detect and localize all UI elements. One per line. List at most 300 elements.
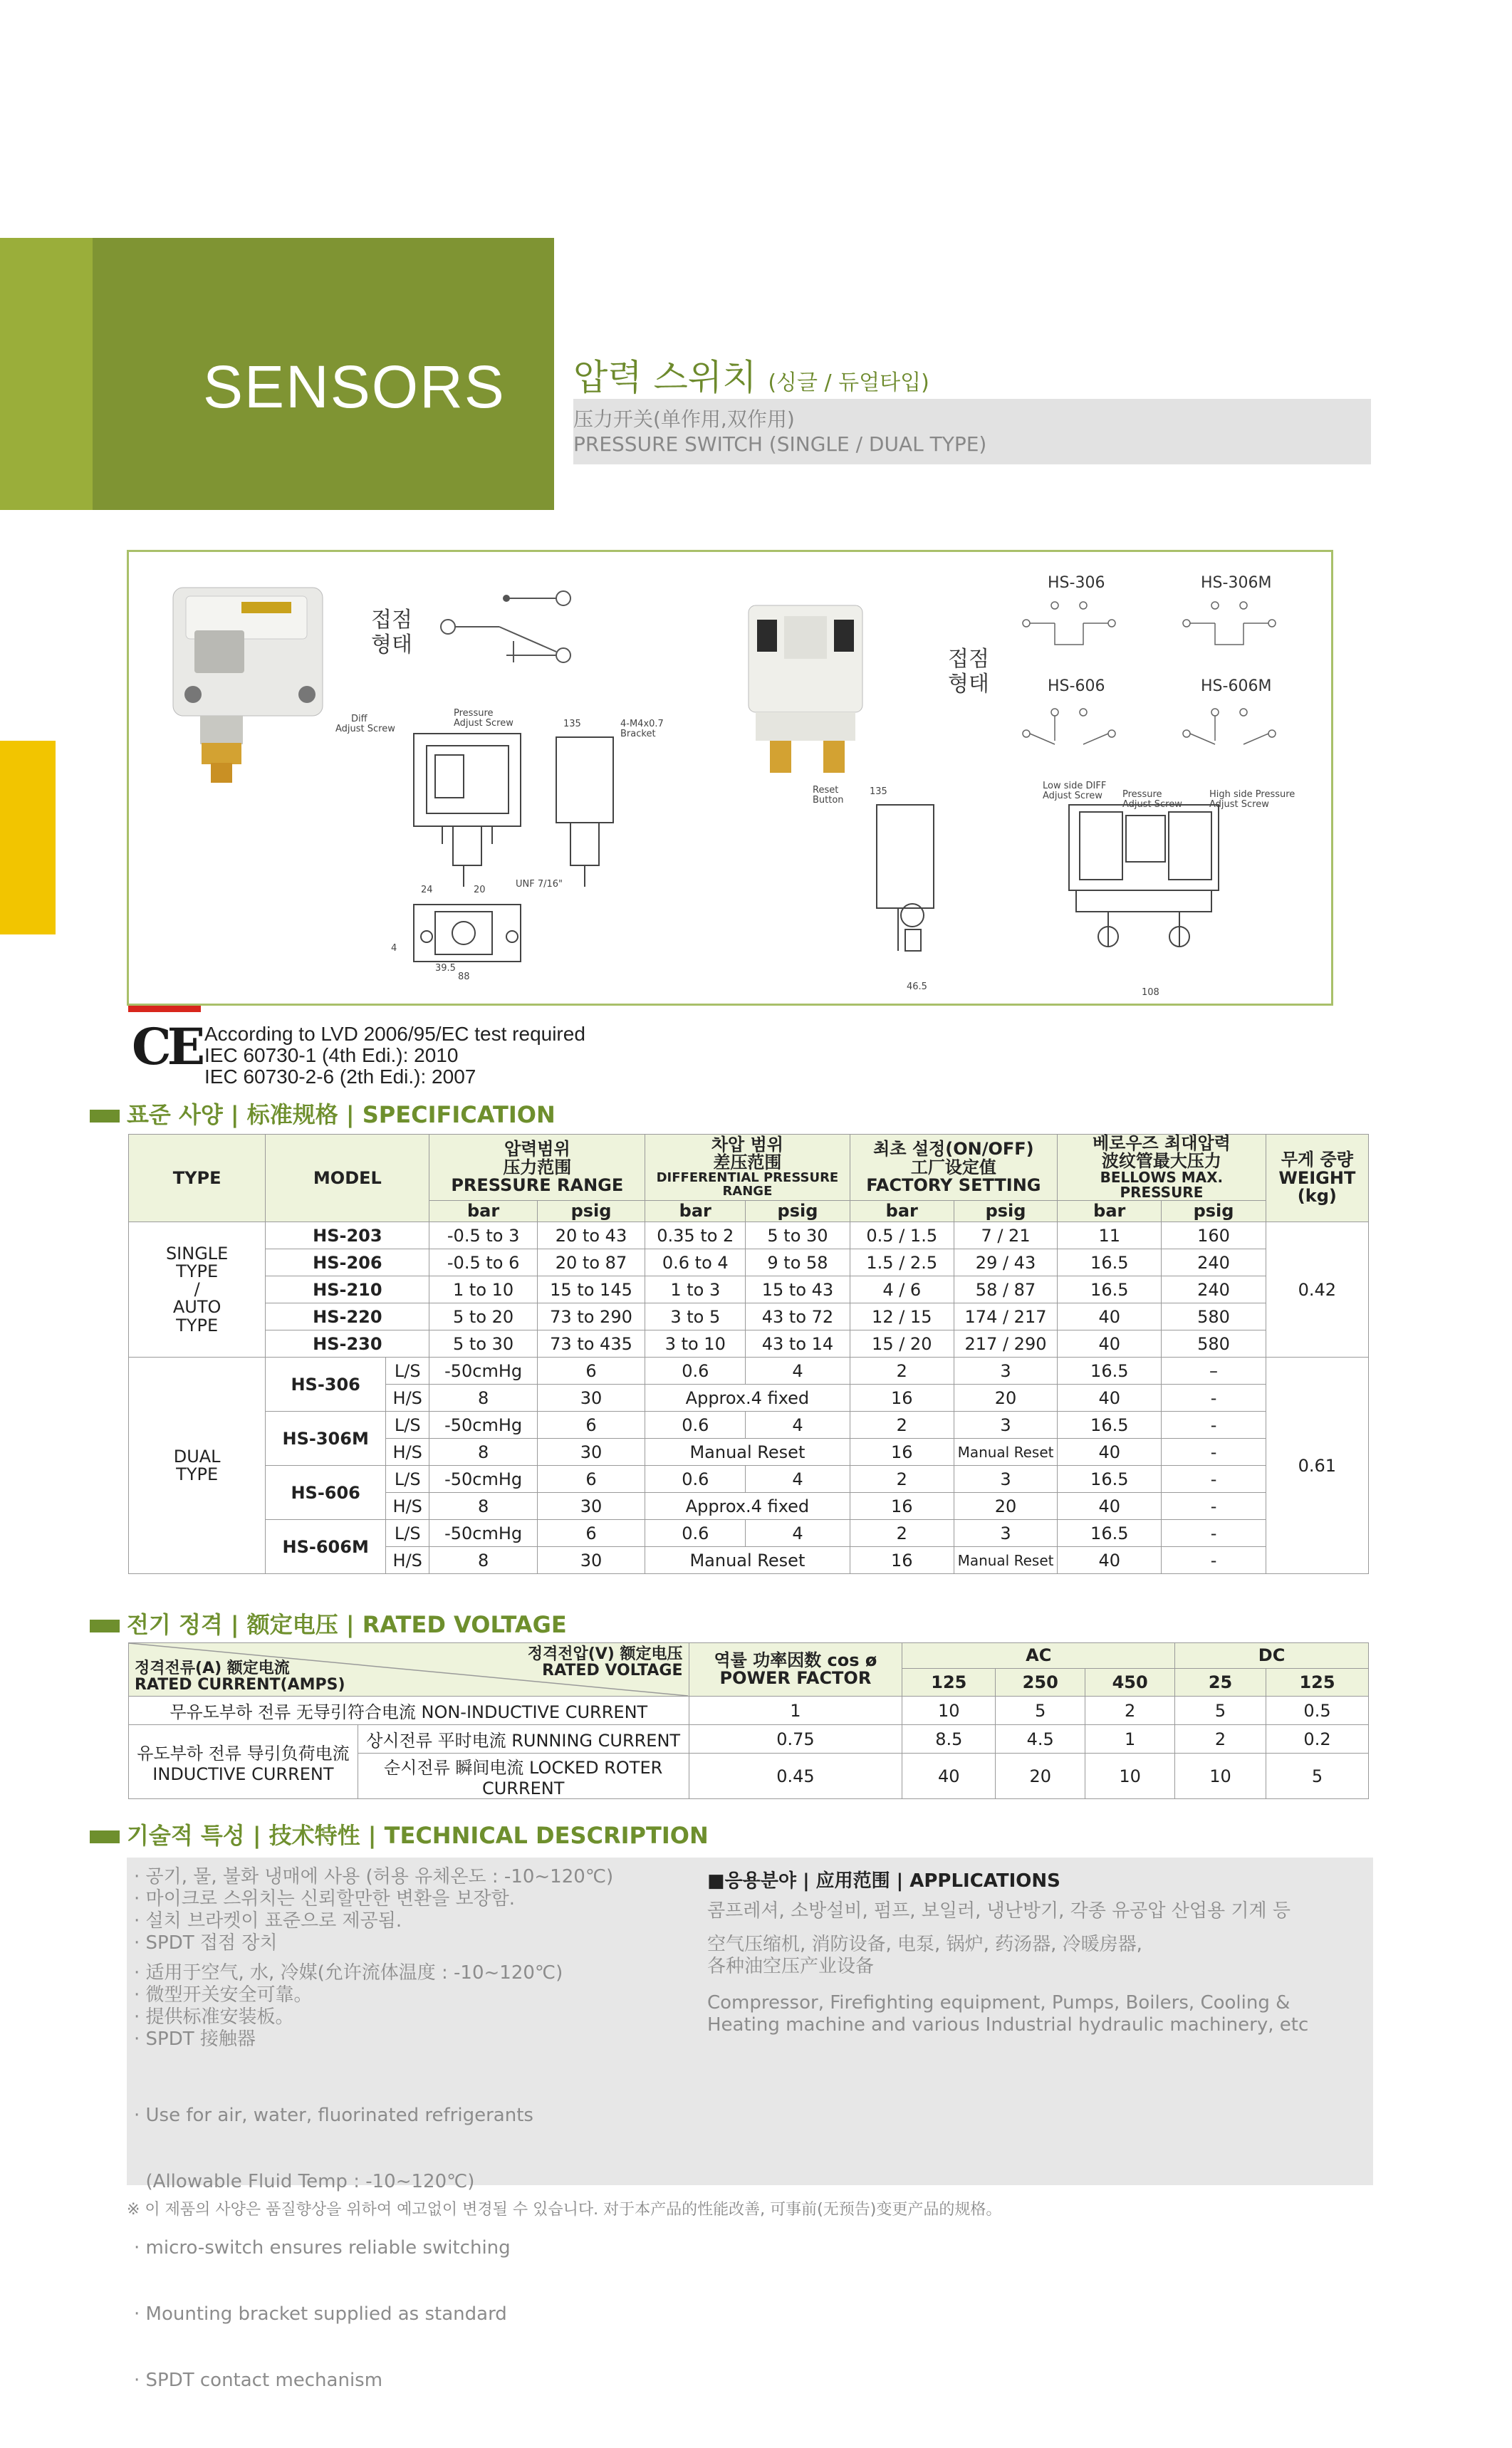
list-item: · SPDT 接触器 [134,2028,256,2050]
cell: 73 to 290 [537,1303,645,1330]
cell: 16.5 [1058,1466,1162,1493]
title-ko: 압력 스위치 [573,357,757,398]
cell: 16 [850,1385,954,1412]
cell: 0.6 [645,1358,746,1385]
unit-psig: psig [954,1201,1057,1222]
cell: 40 [1058,1547,1162,1574]
type-cell [129,1358,266,1574]
heading-bar [90,1620,120,1632]
title-ko-sub: (싱글 / 듀얼타입) [768,370,929,395]
section-heading [90,1818,709,1850]
model-cell: HS-230 [266,1330,429,1358]
cell: 4 [746,1412,850,1439]
model-label: HS-306M [1201,574,1272,592]
cell: -50cmHg [429,1412,537,1439]
dim-label: 4 [391,943,397,954]
weight-cell: 0.61 [1266,1358,1368,1574]
cell: -50cmHg [429,1466,537,1493]
list-item: · SPDT contact mechanism [134,2370,383,2391]
cell: 16 [850,1493,954,1520]
cell: 16.5 [1058,1358,1162,1385]
rated-current-label [135,1660,345,1693]
cell: 9 to 58 [746,1249,850,1276]
table-row [129,1276,1369,1303]
col-dc: DC [1175,1643,1369,1669]
voltage-table [128,1642,1369,1799]
unit-bar: bar [645,1201,746,1222]
dc-voltage: 25 [1175,1669,1266,1697]
label-line: RATED VOLTAGE [542,1662,683,1680]
cell: 0.6 [645,1520,746,1547]
cell: 0.5 / 1.5 [850,1222,954,1249]
dim-label: Button [813,795,844,806]
unit-bar: bar [1058,1201,1162,1222]
dim-label: 135 [870,786,887,797]
contact-label: 형태 [948,672,989,697]
cell: 30 [537,1547,645,1574]
cell: 16 [850,1439,954,1466]
cell: 5 to 30 [429,1330,537,1358]
cell: 29 / 43 [954,1249,1057,1276]
type-line: TYPE [176,1261,219,1282]
cell: 16.5 [1058,1412,1162,1439]
cell: 30 [537,1493,645,1520]
col-label: 무게 중량 [1281,1150,1353,1170]
cell: 10 [902,1697,996,1725]
cell: 1.5 / 2.5 [850,1249,954,1276]
single-front-drawing [414,734,521,887]
cell: - [1162,1547,1266,1574]
dim-label: High side Pressure [1209,789,1295,800]
col-label: 压力范围 [503,1157,572,1177]
cell: 20 to 87 [537,1249,645,1276]
cell: L/S [386,1358,429,1385]
list-item: · 공기, 물, 불화 냉매에 사용 (허용 유체온도 : -10~120℃) [134,1866,614,1887]
model-label: HS-606M [1201,677,1272,695]
dim-label: Adjust Screw [1209,799,1269,810]
cell: 2 [850,1520,954,1547]
app-en [707,1992,1308,2036]
cell: 3 to 5 [645,1303,746,1330]
col-label: (kg) [1297,1185,1337,1206]
cell: 6 [537,1520,645,1547]
cell: -50cmHg [429,1358,537,1385]
label-line: RATED CURRENT(AMPS) [135,1675,345,1694]
cell: 160 [1162,1222,1266,1249]
ce-logo: CE [132,1017,202,1076]
product-figure [127,550,1333,1006]
row-label: 순시전류 瞬间电流 LOCKED ROTER CURRENT [358,1754,689,1799]
cell: 30 [537,1439,645,1466]
list-item: 空气压缩机, 消防设备, 电泵, 锅炉, 药汤器, 冷暖房器, [707,1934,1142,1955]
cell: 0.6 [645,1466,746,1493]
cell: Manual Reset [645,1439,850,1466]
page-title [573,349,929,400]
tech-list-en [134,2061,533,2414]
cell: 2 [1085,1697,1175,1725]
cell: 15 / 20 [850,1330,954,1358]
label-line: 정격전압(V) 额定电压 [527,1645,683,1663]
footnote: ※ 이 제품의 사양은 품질향상을 위하여 예고없이 변경될 수 있습니다. 对于本产品的性能改善, 可事前(无预告)变更产品的规格。 [127,2201,1002,2219]
cell: - [1162,1412,1266,1439]
rated-header [129,1643,689,1697]
cell: 8.5 [902,1725,996,1754]
dim-label: Reset [813,785,839,796]
cell: 2 [850,1412,954,1439]
dim-label: 88 [458,972,470,982]
cell: 30 [537,1385,645,1412]
ce-text: IEC 60730-1 (4th Edi.): 2010 [204,1044,459,1066]
cell: 6 [537,1412,645,1439]
table-row [129,1222,1369,1249]
model-cell: HS-206 [266,1249,429,1276]
col-label: 최초 설정(ON/OFF) [873,1139,1034,1160]
table-row [129,1358,1369,1385]
cell: 10 [1085,1754,1175,1799]
cell: Approx.4 fixed [645,1493,850,1520]
row-group-label [129,1725,358,1799]
col-pressure-range [429,1135,645,1201]
unit-bar: bar [850,1201,954,1222]
dim-label: 20 [474,885,486,895]
model-cell: HS-203 [266,1222,429,1249]
section-heading [90,1097,556,1130]
accent-line [128,1006,201,1012]
dim-label: Pressure [1122,789,1162,800]
cell: L/S [386,1412,429,1439]
heading-text: 표준 사양 | 标准规格 | SPECIFICATION [127,1101,556,1128]
label-line: 역률 功率因数 cos ø [714,1650,877,1670]
cell: 6 [537,1358,645,1385]
col-label: 압력범위 [504,1139,570,1160]
col-label: 차압 범위 [711,1135,783,1155]
cell: 43 to 14 [746,1330,850,1358]
ac-voltage: 250 [996,1669,1085,1697]
table-row [129,1697,1369,1725]
cell: - [1162,1493,1266,1520]
single-side-drawing [556,737,613,887]
cell: 3 [954,1466,1057,1493]
cell: 40 [902,1754,996,1799]
dim-label: Diff [351,714,367,724]
applications-heading: ■응용분야 | 应用范围 | APPLICATIONS [707,1870,1060,1892]
dim-label: Adjust Screw [1043,791,1102,801]
cell: 4 / 6 [850,1276,954,1303]
single-switch-photo [173,588,323,783]
dim-label: 135 [563,719,581,729]
type-line: AUTO [172,1297,221,1318]
dim-label: 4-M4x0.7 [620,719,664,729]
cell: Manual Reset [954,1547,1057,1574]
rated-header-box [129,1643,689,1696]
cell: -50cmHg [429,1520,537,1547]
cell: 8 [429,1547,537,1574]
col-label: FACTORY SETTING [866,1174,1041,1195]
cell: -0.5 to 3 [429,1222,537,1249]
section-title: SENSORS [203,353,506,420]
list-item: · SPDT 접점 장치 [134,1932,278,1954]
single-bottom-drawing [414,905,521,962]
cell: 3 [954,1520,1057,1547]
dim-label: Adjust Screw [335,724,395,734]
list-item: · Use for air, water, fluorinated refrigerants [134,2105,533,2126]
heading-text: 기술적 특성 | 技术特性 | TECHNICAL DESCRIPTION [127,1822,709,1849]
cell: L/S [386,1466,429,1493]
col-label: 工厂设定值 [910,1157,996,1177]
cell: 4 [746,1466,850,1493]
cell: - [1162,1520,1266,1547]
tech-list-cn [134,1962,563,2051]
col-label: DIFFERENTIAL PRESSURE RANGE [656,1170,839,1199]
col-ac: AC [902,1643,1175,1669]
cell: 1 [689,1697,902,1725]
cell: 10 [1175,1754,1266,1799]
cell: - [1162,1439,1266,1466]
label-line: POWER FACTOR [719,1668,872,1688]
cell: 4.5 [996,1725,1085,1754]
cell: 40 [1058,1385,1162,1412]
contact-label: 접점 [371,608,412,632]
row-label: 무유도부하 전류 无导引符合电流 NON-INDUCTIVE CURRENT [129,1697,689,1725]
col-bellows [1058,1135,1266,1201]
cell: 580 [1162,1303,1266,1330]
cell: 4 [746,1358,850,1385]
cell: 0.6 [645,1412,746,1439]
cell: 1 [1085,1725,1175,1754]
table-row [129,1520,1369,1547]
cell: 0.5 [1266,1697,1369,1725]
cell: 15 to 145 [537,1276,645,1303]
cell: 40 [1058,1330,1162,1358]
cell: 58 / 87 [954,1276,1057,1303]
dim-label: 39.5 [435,963,456,974]
rated-voltage-label [528,1646,683,1679]
cell: 20 [954,1385,1057,1412]
contact-label: 접점 [948,647,989,672]
cell: L/S [386,1520,429,1547]
cell: 8 [429,1493,537,1520]
dual-side-drawing [877,805,934,951]
cell: 5 to 20 [429,1303,537,1330]
cell: 0.35 to 2 [645,1222,746,1249]
heading-bar [90,1110,120,1123]
cell: 0.45 [689,1754,902,1799]
type-line: / [194,1279,200,1300]
cell: 2 [850,1358,954,1385]
app-ko: 콤프레셔, 소방설비, 펌프, 보일러, 냉난방기, 각종 유공압 산업용 기계 등 [707,1900,1291,1922]
cell: - [1162,1466,1266,1493]
dim-label: Adjust Screw [1122,799,1182,810]
dim-label: Pressure [454,708,494,719]
list-item: (Allowable Fluid Temp : -10~120℃) [134,2171,475,2192]
list-item: · 설치 브라켓이 표준으로 제공됨. [134,1910,402,1932]
dim-label: UNF 7/16" [516,879,563,890]
cell: 6 [537,1466,645,1493]
col-model: MODEL [266,1135,429,1222]
cell: 1 to 3 [645,1276,746,1303]
cell: 174 / 217 [954,1303,1057,1330]
cell: 20 to 43 [537,1222,645,1249]
col-label: BELLOWS MAX. PRESSURE [1100,1169,1224,1202]
model-cell: HS-606 [266,1466,386,1520]
model-label: HS-306 [1048,574,1105,592]
cell: 0.75 [689,1725,902,1754]
unit-psig: psig [1162,1201,1266,1222]
col-diff-range [645,1135,850,1201]
list-item: 各种油空压产业设备 [707,1956,875,1977]
cell: - [1162,1385,1266,1412]
cell: H/S [386,1439,429,1466]
col-factory-setting [850,1135,1058,1201]
heading-bar [90,1830,120,1843]
dim-label: Bracket [620,729,656,739]
list-item: Compressor, Firefighting equipment, Pumps, Boilers, Cooling & [707,1992,1291,2014]
cell: 43 to 72 [746,1303,850,1330]
dim-label: 108 [1142,987,1159,998]
unit-psig: psig [746,1201,850,1222]
type-line: TYPE [176,1315,219,1335]
cell: 0.2 [1266,1725,1369,1754]
table-row [129,1330,1369,1358]
cell: 12 / 15 [850,1303,954,1330]
list-item: · micro-switch ensures reliable switching [134,2237,511,2259]
row-label: 상시전류 平时电流 RUNNING CURRENT [358,1725,689,1754]
table-row [129,1466,1369,1493]
label-line: 정격전류(A) 额定电流 [135,1659,290,1677]
model-label: HS-606 [1048,677,1105,695]
cell: 16 [850,1547,954,1574]
dual-switch-photo [749,605,862,773]
cell: 16.5 [1058,1249,1162,1276]
cell: Manual Reset [954,1439,1057,1466]
spec-table [128,1134,1369,1574]
section-heading [90,1607,567,1640]
contact-diagrams [1023,602,1276,744]
cell: 5 [996,1697,1085,1725]
list-item: · 提供标准安装板。 [134,2006,294,2028]
app-cn [707,1934,1142,1978]
ce-text: IEC 60730-2-6 (2th Edi.): 2007 [204,1066,476,1088]
model-cell: HS-220 [266,1303,429,1330]
dim-label: 24 [421,885,433,895]
cell: 8 [429,1385,537,1412]
list-item: · 마이크로 스위치는 신뢰할만한 변환을 보장함. [134,1888,516,1910]
heading-text: 전기 정격 | 额定电压 | RATED VOLTAGE [127,1611,567,1638]
cell: 40 [1058,1493,1162,1520]
cell: 5 [1175,1697,1266,1725]
col-weight [1266,1135,1368,1222]
table-row [129,1303,1369,1330]
cell: 0.6 to 4 [645,1249,746,1276]
list-item: Heating machine and various Industrial hydraulic machinery, etc [707,2014,1309,2036]
list-item: · 微型开关安全可靠。 [134,1984,313,2006]
dim-label: 46.5 [907,981,927,992]
cell: 7 / 21 [954,1222,1057,1249]
table-row [129,1249,1369,1276]
cell: – [1162,1358,1266,1385]
col-label: 差压范围 [713,1152,782,1173]
model-cell: HS-210 [266,1276,429,1303]
cell: 580 [1162,1330,1266,1358]
unit-psig: psig [537,1201,645,1222]
cell: 73 to 435 [537,1330,645,1358]
cell: 5 [1266,1754,1369,1799]
type-cell [129,1222,266,1358]
cell: 240 [1162,1276,1266,1303]
col-type: TYPE [129,1135,266,1222]
cell: 16.5 [1058,1276,1162,1303]
cell: Approx.4 fixed [645,1385,850,1412]
col-label: WEIGHT [1278,1167,1356,1188]
cell: 3 [954,1412,1057,1439]
cell: 240 [1162,1249,1266,1276]
cell: H/S [386,1493,429,1520]
cell: 40 [1058,1439,1162,1466]
ce-text: According to LVD 2006/95/EC test required [204,1023,585,1045]
list-item: · Mounting bracket supplied as standard [134,2303,507,2325]
cell: 16.5 [1058,1520,1162,1547]
title-en: PRESSURE SWITCH (SINGLE / DUAL TYPE) [573,432,987,456]
cell: 3 [954,1358,1057,1385]
cell: Manual Reset [645,1547,850,1574]
cell: 20 [954,1493,1057,1520]
table-row [129,1412,1369,1439]
cell: H/S [386,1547,429,1574]
tech-list-ko [134,1866,613,1954]
cell: 2 [850,1466,954,1493]
model-cell: HS-306 [266,1358,386,1412]
label-line: INDUCTIVE CURRENT [152,1764,334,1784]
unit-bar: bar [429,1201,537,1222]
model-cell: HS-606M [266,1520,386,1574]
type-line: DUAL [173,1446,221,1467]
cell: 20 [996,1754,1085,1799]
label-line: 유도부하 전류 导引负荷电流 [137,1744,350,1764]
cell: 11 [1058,1222,1162,1249]
model-cell: HS-306M [266,1412,386,1466]
ac-voltage: 125 [902,1669,996,1697]
cell: 8 [429,1439,537,1466]
col-label: 베로우즈 최대압력 [1092,1133,1231,1153]
ac-voltage: 450 [1085,1669,1175,1697]
dim-label: Low side DIFF [1043,781,1107,791]
spdt-symbol [441,591,570,662]
cell: 4 [746,1520,850,1547]
cell: 3 to 10 [645,1330,746,1358]
list-item: · 适用于空气, 水, 冷媒(允许流体温度 : -10~120℃) [134,1962,563,1984]
header-accent-block [0,238,93,510]
cell: 15 to 43 [746,1276,850,1303]
col-label: 波纹管最大压力 [1101,1151,1221,1172]
dim-label: Adjust Screw [454,718,513,729]
contact-label: 형태 [371,632,412,657]
cell: 217 / 290 [954,1330,1057,1358]
col-label: PRESSURE RANGE [451,1174,624,1195]
cell: 1 to 10 [429,1276,537,1303]
cell: 5 to 30 [746,1222,850,1249]
cell: 2 [1175,1725,1266,1754]
table-row [129,1725,1369,1754]
dual-front-drawing [1069,805,1219,947]
side-tab [0,741,56,934]
cell: 40 [1058,1303,1162,1330]
type-line: TYPE [176,1464,219,1484]
title-cn: 压力开关(单作用,双作用) [573,407,795,431]
col-power-factor [689,1643,902,1697]
cell: H/S [386,1385,429,1412]
dc-voltage: 125 [1266,1669,1369,1697]
type-line: SINGLE [165,1243,229,1264]
